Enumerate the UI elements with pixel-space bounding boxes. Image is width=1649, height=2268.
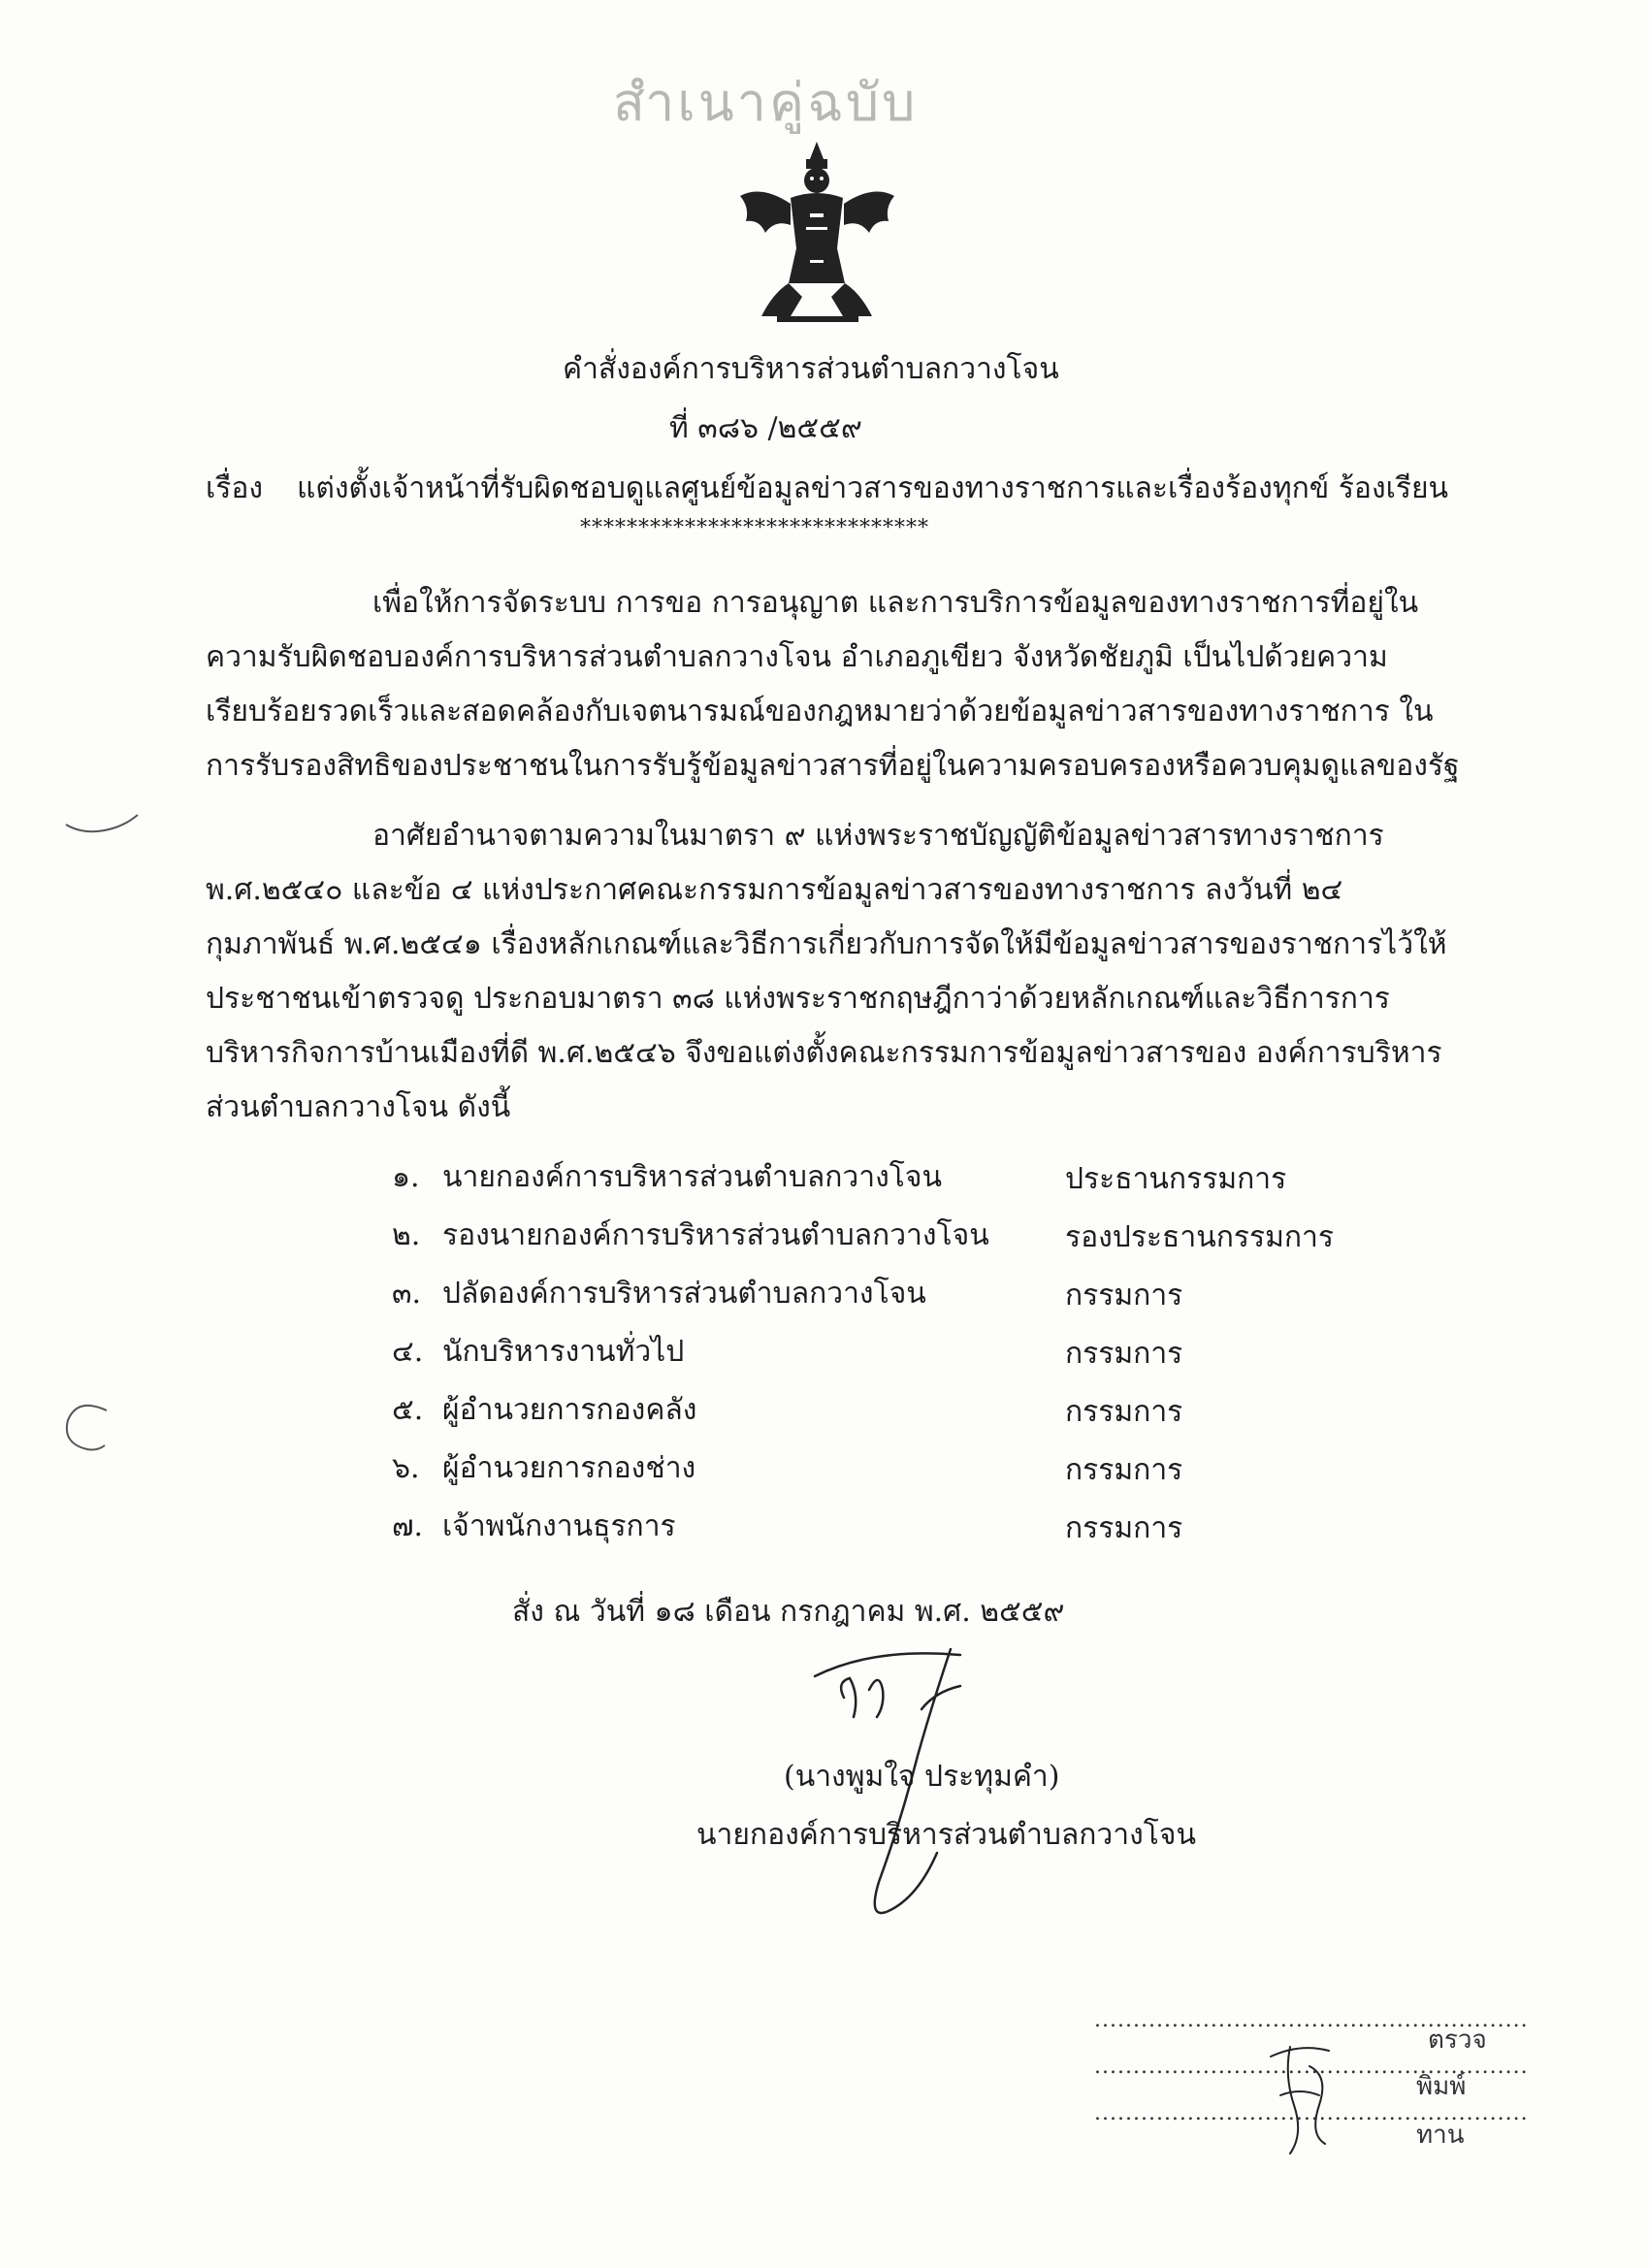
- subject-text: แต่งตั้งเจ้าหน้าที่รับผิดชอบดูแลศูนย์ข้อมูลข่าวสารของทางราชการและเรื่องร้องทุกข์ ร้องเรียน: [297, 471, 1449, 505]
- paragraph-1-line: เพื่อให้การจัดระบบ การขอ การอนุญาต และการบริการข้อมูลของทางราชการที่อยู่ใน: [372, 586, 1419, 620]
- initials-scribble: [1251, 2027, 1368, 2163]
- member-role: กรรมการ: [1065, 1279, 1183, 1312]
- separator-line: ******************************: [580, 516, 929, 540]
- member-title: เจ้าพนักงานธุรการ: [442, 1509, 676, 1543]
- member-role: รองประธานกรรมการ: [1065, 1220, 1335, 1254]
- footer-dots-type: ........................................................: [1094, 2055, 1529, 2079]
- member-title: นายกองค์การบริหารส่วนตำบลกวางโจน: [442, 1160, 942, 1194]
- paragraph-2-line: ประชาชนเข้าตรวจดู ประกอบมาตรา ๓๘ แห่งพระราชกฤษฎีกาว่าด้วยหลักเกณฑ์และวิธีการการ: [206, 982, 1390, 1016]
- footer-dots-check: ........................................................: [1094, 2008, 1529, 2032]
- member-number: ๗.: [392, 1509, 424, 1543]
- member-role: กรรมการ: [1065, 1395, 1183, 1429]
- member-number: ๑.: [392, 1160, 420, 1194]
- copy-stamp: สำเนาคู่ฉบับ: [613, 72, 919, 133]
- member-title: ผู้อำนวยการกองช่าง: [442, 1451, 696, 1485]
- member-title: รองนายกองค์การบริหารส่วนตำบลกวางโจน: [442, 1218, 989, 1252]
- member-role: กรรมการ: [1065, 1453, 1183, 1487]
- paragraph-1-line: ความรับผิดชอบองค์การบริหารส่วนตำบลกวางโจน อำเภอภูเขียว จังหวัดชัยภูมิ เป็นไปด้วยความ: [206, 640, 1388, 674]
- member-number: ๓.: [392, 1277, 422, 1311]
- member-title: นักบริหารงานทั่วไป: [442, 1335, 685, 1369]
- scan-artifact: [58, 795, 146, 844]
- paragraph-2-line: อาศัยอำนาจตามความในมาตรา ๙ แห่งพระราชบัญญัติข้อมูลข่าวสารทางราชการ: [372, 819, 1384, 853]
- order-number: ที่ ๓๘๖ /๒๕๕๙: [669, 411, 862, 445]
- paragraph-1-line: การรับรองสิทธิของประชาชนในการรับรู้ข้อมูลข่าวสารที่อยู่ในความครอบครองหรือควบคุมดูแลของรัฐ: [206, 749, 1460, 783]
- signer-name: (นางพูมใจ ประทุมคำ): [784, 1760, 1060, 1794]
- footer-dots-proof: ........................................................: [1094, 2101, 1529, 2125]
- footer-proof-label: ทาน: [1416, 2121, 1465, 2150]
- scan-artifact: [58, 1397, 116, 1465]
- subject-label: เรื่อง: [206, 471, 264, 505]
- member-title: ปลัดองค์การบริหารส่วนตำบลกวางโจน: [442, 1277, 926, 1311]
- member-number: ๕.: [392, 1393, 424, 1427]
- member-number: ๒.: [392, 1218, 421, 1252]
- order-title: คำสั่งองค์การบริหารส่วนตำบลกวางโจน: [563, 352, 1059, 386]
- member-number: ๔.: [392, 1335, 424, 1369]
- member-role: กรรมการ: [1065, 1511, 1183, 1545]
- paragraph-2-line: บริหารกิจการบ้านเมืองที่ดี พ.ศ.๒๕๔๖ จึงขอแต่งตั้งคณะกรรมการข้อมูลข่าวสารของ องค์การบริหาร: [206, 1036, 1442, 1070]
- order-date: สั่ง ณ วันที่ ๑๘ เดือน กรกฎาคม พ.ศ. ๒๕๕๙: [512, 1595, 1065, 1629]
- paragraph-2-line: ส่วนตำบลกวางโจน ดังนี้: [206, 1090, 511, 1124]
- member-role: ประธานกรรมการ: [1065, 1162, 1287, 1196]
- member-number: ๖.: [392, 1451, 420, 1485]
- paragraph-2-line: กุมภาพันธ์ พ.ศ.๒๕๔๑ เรื่องหลักเกณฑ์และวิธีการเกี่ยวกับการจัดให้มีข้อมูลข่าวสารของราชการไว้ให้: [206, 927, 1447, 961]
- footer-check-label: ตรวจ: [1428, 2025, 1487, 2055]
- member-title: ผู้อำนวยการกองคลัง: [442, 1393, 697, 1427]
- signer-position: นายกองค์การบริหารส่วนตำบลกวางโจน: [696, 1818, 1196, 1852]
- member-role: กรรมการ: [1065, 1337, 1183, 1371]
- garuda-emblem-icon: [732, 136, 902, 330]
- paragraph-1-line: เรียบร้อยรวดเร็วและสอดคล้องกับเจตนารมณ์ของกฎหมายว่าด้วยข้อมูลข่าวสารของทางราชการ ใน: [206, 695, 1434, 729]
- footer-type-label: พิมพ์: [1416, 2072, 1467, 2101]
- paragraph-2-line: พ.ศ.๒๕๔๐ และข้อ ๔ แห่งประกาศคณะกรรมการข้อมูลข่าวสารของทางราชการ ลงวันที่ ๒๔: [206, 873, 1343, 907]
